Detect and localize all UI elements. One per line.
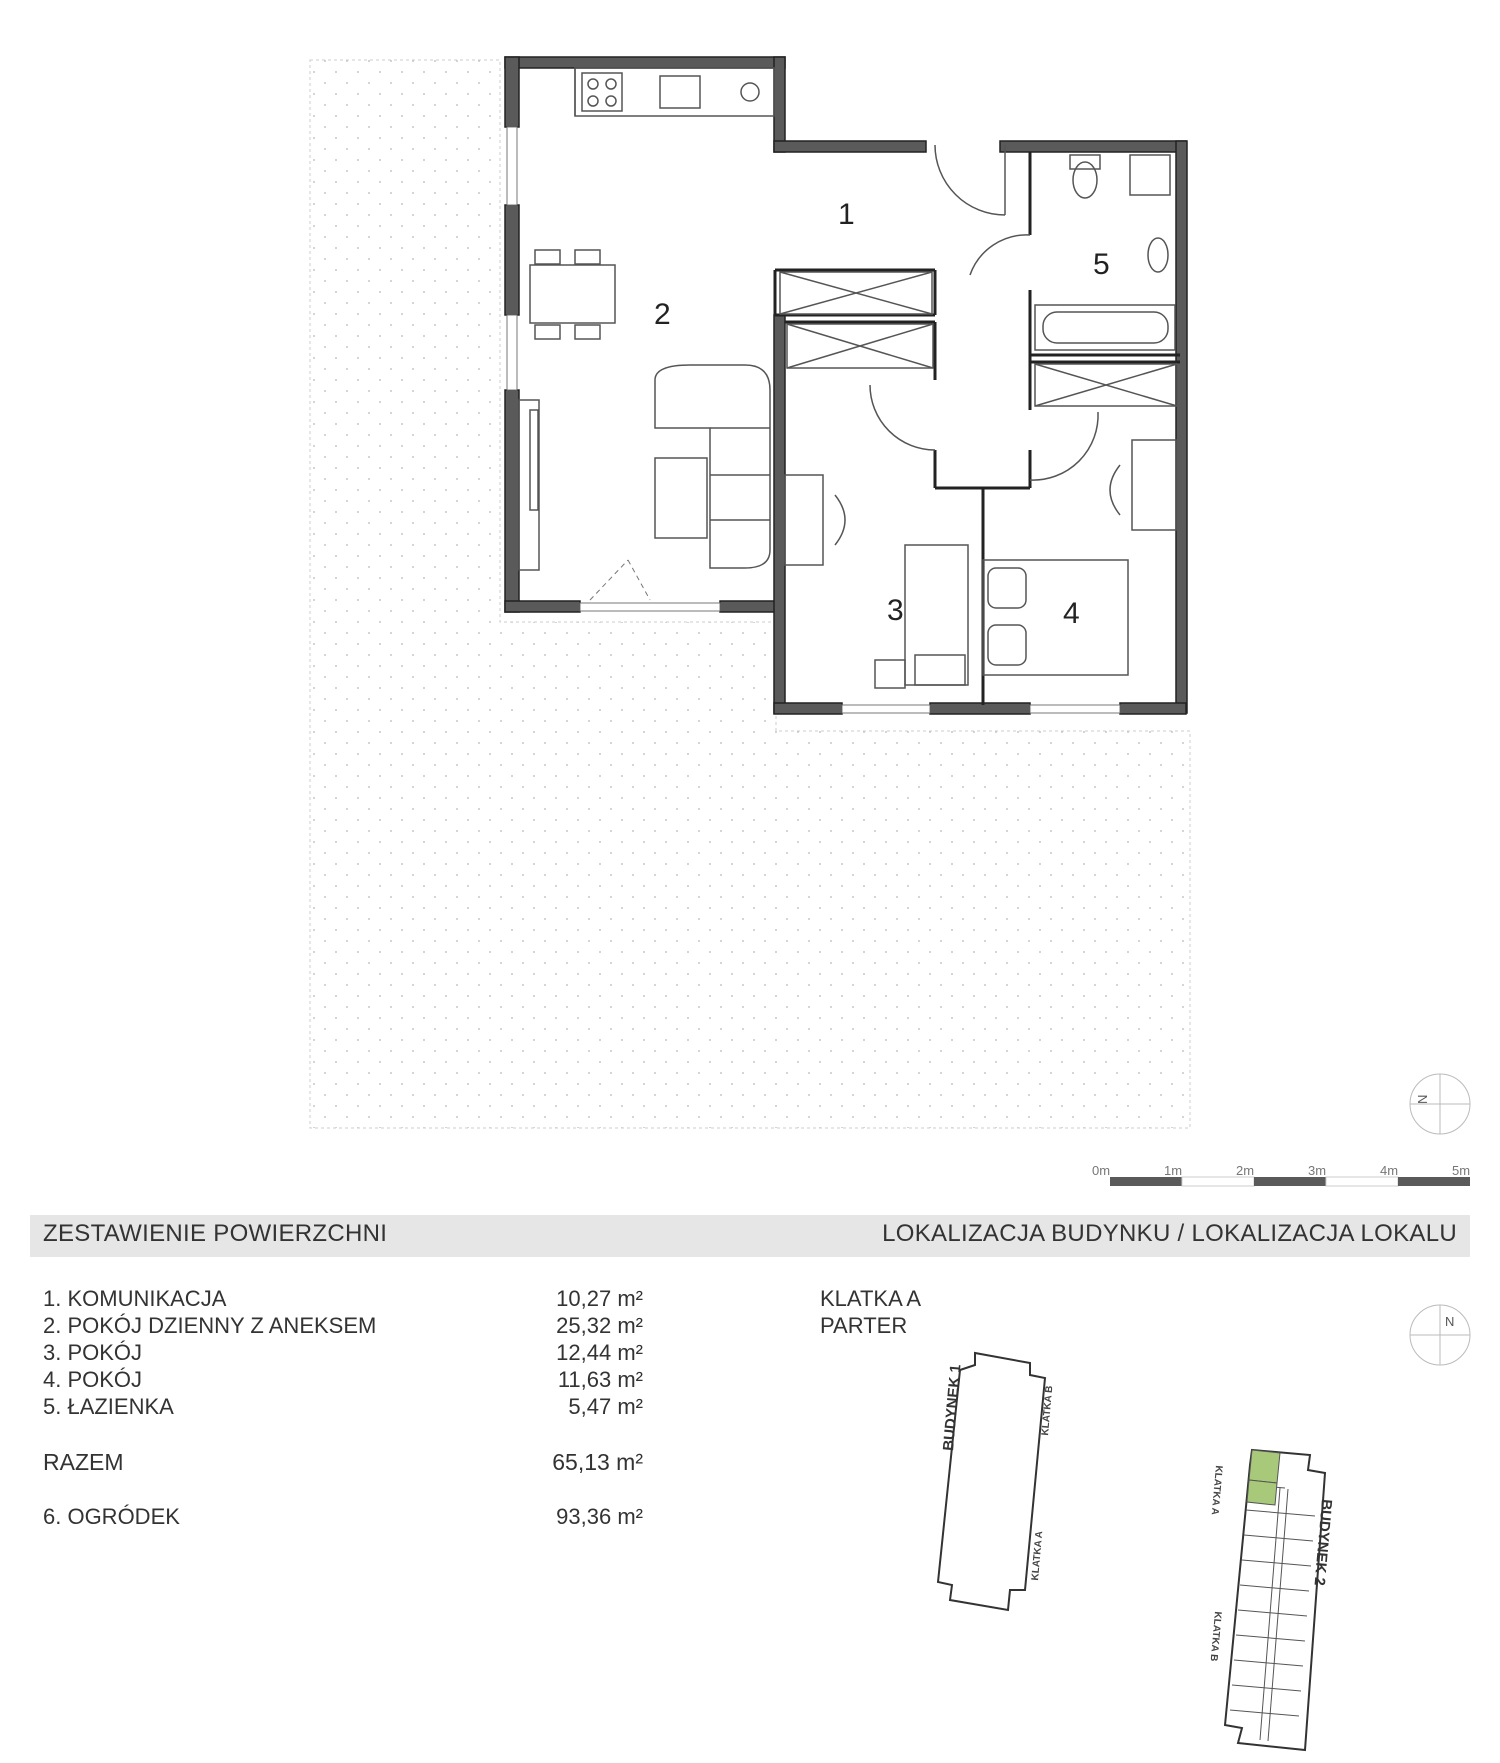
- summary-garden-value: 93,36 m²: [556, 1504, 643, 1529]
- summary-row-value: 11,63 m²: [557, 1367, 643, 1392]
- summary-row: [43, 1313, 643, 1341]
- summary-row: [43, 1394, 643, 1422]
- building-2-klatka-a-label: KLATKA A: [1208, 1465, 1224, 1516]
- building-1-label: BUDYNEK 1: [940, 1363, 965, 1452]
- room-number-3: 3: [887, 594, 904, 627]
- scale-label-2: 2m: [1236, 1163, 1255, 1178]
- room-number-5: 5: [1093, 248, 1110, 281]
- building-2-label: BUDYNEK 2: [1310, 1498, 1335, 1587]
- site-plan: [930, 1345, 1360, 1755]
- summary-row-value: 25,32 m²: [556, 1313, 643, 1338]
- summary-row-label: 2. POKÓJ DZIENNY Z ANEKSEM: [43, 1313, 377, 1338]
- summary-total-row: [43, 1449, 643, 1477]
- scale-label-3: 3m: [1308, 1163, 1327, 1178]
- summary-row-value: 5,47 m²: [568, 1394, 643, 1419]
- location-staircase: KLATKA A: [820, 1286, 922, 1311]
- summary-garden-label: 6. OGRÓDEK: [43, 1504, 180, 1529]
- building-1-klatka-a-label: KLATKA A: [1030, 1530, 1046, 1581]
- summary-row-label: 4. POKÓJ: [43, 1367, 143, 1392]
- location-compass-icon: [1405, 1300, 1475, 1370]
- building-2-units: [1230, 1485, 1315, 1741]
- scale-bar: [1110, 1177, 1470, 1186]
- summary-row-label: 5. ŁAZIENKA: [43, 1394, 174, 1419]
- building-2-klatka-b-label: KLATKA B: [1207, 1611, 1223, 1662]
- plan-compass-letter: N: [1415, 1094, 1430, 1104]
- summary-row: [43, 1367, 643, 1395]
- room-number-1: 1: [838, 198, 855, 231]
- building-1-klatka-b-label: KLATKA B: [1040, 1385, 1056, 1436]
- location-title: LOKALIZACJA BUDYNKU / LOKALIZACJA LOKALU: [882, 1220, 1457, 1247]
- location-compass-letter: N: [1445, 1314, 1455, 1329]
- summary-garden-row: [43, 1504, 643, 1532]
- summary-row-label: 1. KOMUNIKACJA: [43, 1286, 227, 1311]
- room-number-4: 4: [1063, 597, 1080, 630]
- summary-row: [43, 1286, 643, 1314]
- summary-row: [43, 1340, 643, 1368]
- location-floor: PARTER: [820, 1313, 908, 1338]
- scale-label-4: 4m: [1380, 1163, 1399, 1178]
- highlighted-unit: [1247, 1450, 1280, 1505]
- summary-total-value: 65,13 m²: [552, 1449, 643, 1475]
- scale-label-1: 1m: [1164, 1163, 1183, 1178]
- summary-total-label: RAZEM: [43, 1449, 124, 1475]
- scale-label-0: 0m: [1092, 1163, 1111, 1178]
- summary-row-label: 3. POKÓJ: [43, 1340, 143, 1365]
- summary-title: ZESTAWIENIE POWIERZCHNI: [43, 1220, 388, 1247]
- scale-label-5: 5m: [1452, 1163, 1471, 1178]
- room-number-2: 2: [654, 298, 671, 331]
- summary-row-value: 10,27 m²: [556, 1286, 643, 1311]
- summary-row-value: 12,44 m²: [556, 1340, 643, 1365]
- apartment-floor: [505, 62, 1186, 713]
